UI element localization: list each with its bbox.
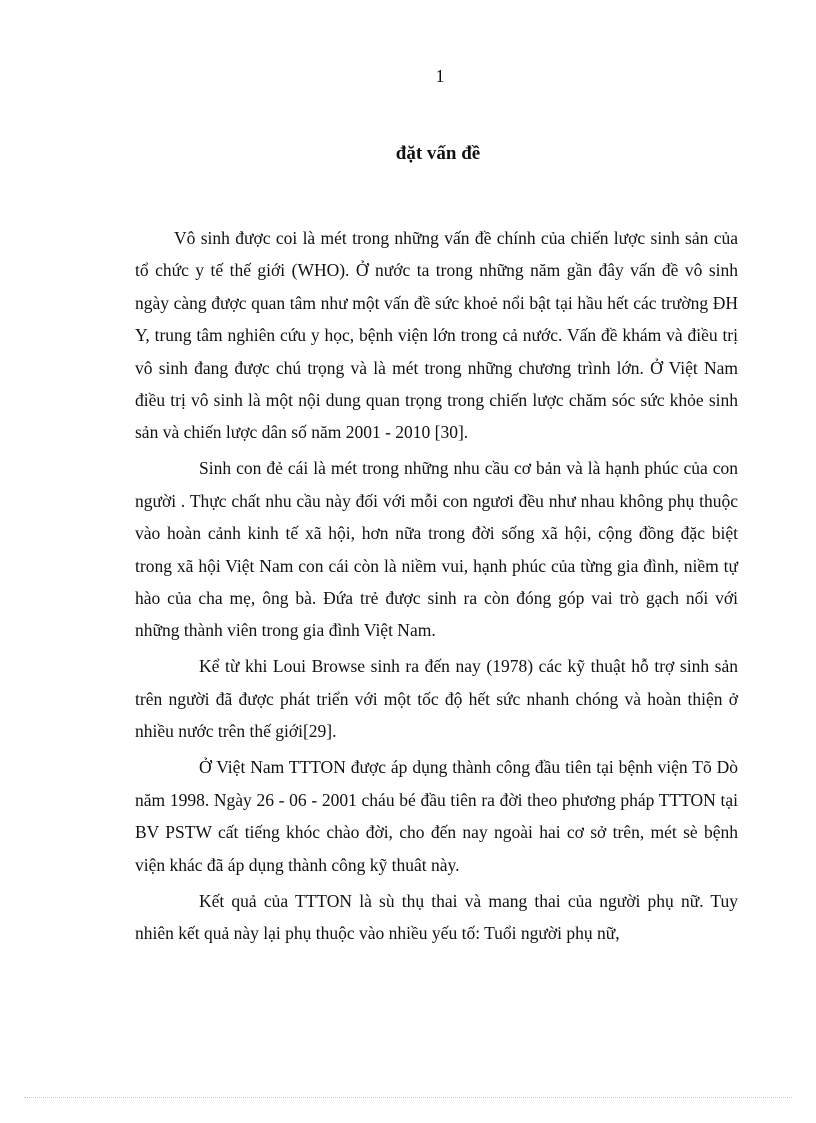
body-text [135,222,738,949]
section-heading: đặt vấn đề [395,143,481,164]
paragraph-1: Vô sinh được coi là mét trong những vấn đề chính của chiến lược sinh sản của tổ chức y tế thế giới (WHO). Ở nước ta trong những năm gần đây vấn đề vô sinh ngày càng được quan tâm như một vấn đề sức khoẻ nổi bật tại hầu hết các trường ĐH Y, trung tâm nghiên cứu y học, bệnh viện lớn trong cả nước. Vấn đề khám và điều trị vô sinh đang được chú trọng và là mét trong những chương trình lớn. Ở Việt Nam điều trị vô sinh là một nội dung quan trọng trong chiến lược chăm sóc sức khỏe sinh sản và chiến lược dân số năm 2001 - 2010 [30]. [135,228,738,443]
paragraph-5: Kết quả của TTTON là sù thụ thai và mang thai của người phụ nữ. Tuy nhiên kết quả này lại phụ thuộc vào nhiều yếu tố: Tuổi người phụ nữ, [135,890,738,943]
paragraph-2: Sinh con đẻ cái là mét trong những nhu cầu cơ bản và là hạnh phúc của con người . Thực chất nhu cầu này đối với mỗi con ngươi đều như nhau không phụ thuộc vào hoàn cảnh kinh tế xã hội, hơn nữa trong đời sống xã hội, cộng đồng đặc biệt trong xã hội Việt Nam con cái còn là niềm vui, hạnh phúc của từng gia đình, niềm tự hào của cha mẹ, ông bà. Đứa trẻ được sinh ra còn đóng góp vai trò gạch nối với những thành viên trong gia đình Việt Nam. [135,458,738,641]
page-bottom-divider [24,1097,792,1098]
paragraph-3: Kể từ khi Loui Browse sinh ra đến nay (1978) các kỹ thuật hỗ trợ sinh sản trên người đã được phát triển với một tốc độ hết sức nhanh chóng và hoàn thiện ở nhiều nước trên thế giới[29]. [135,656,738,742]
page-number: 1 [435,66,445,86]
paragraph-4: Ở Việt Nam TTTON được áp dụng thành công đầu tiên tại bệnh viện Tõ Dò năm 1998. Ngày 26 - 06 - 2001 cháu bé đầu tiên ra đời theo phương pháp TTTON tại BV PSTW cất tiếng khóc chào đời, cho đến nay ngoài hai cơ sở trên, mét sè bệnh viện khác đã áp dụng thành công kỹ thuât này. [135,757,738,875]
